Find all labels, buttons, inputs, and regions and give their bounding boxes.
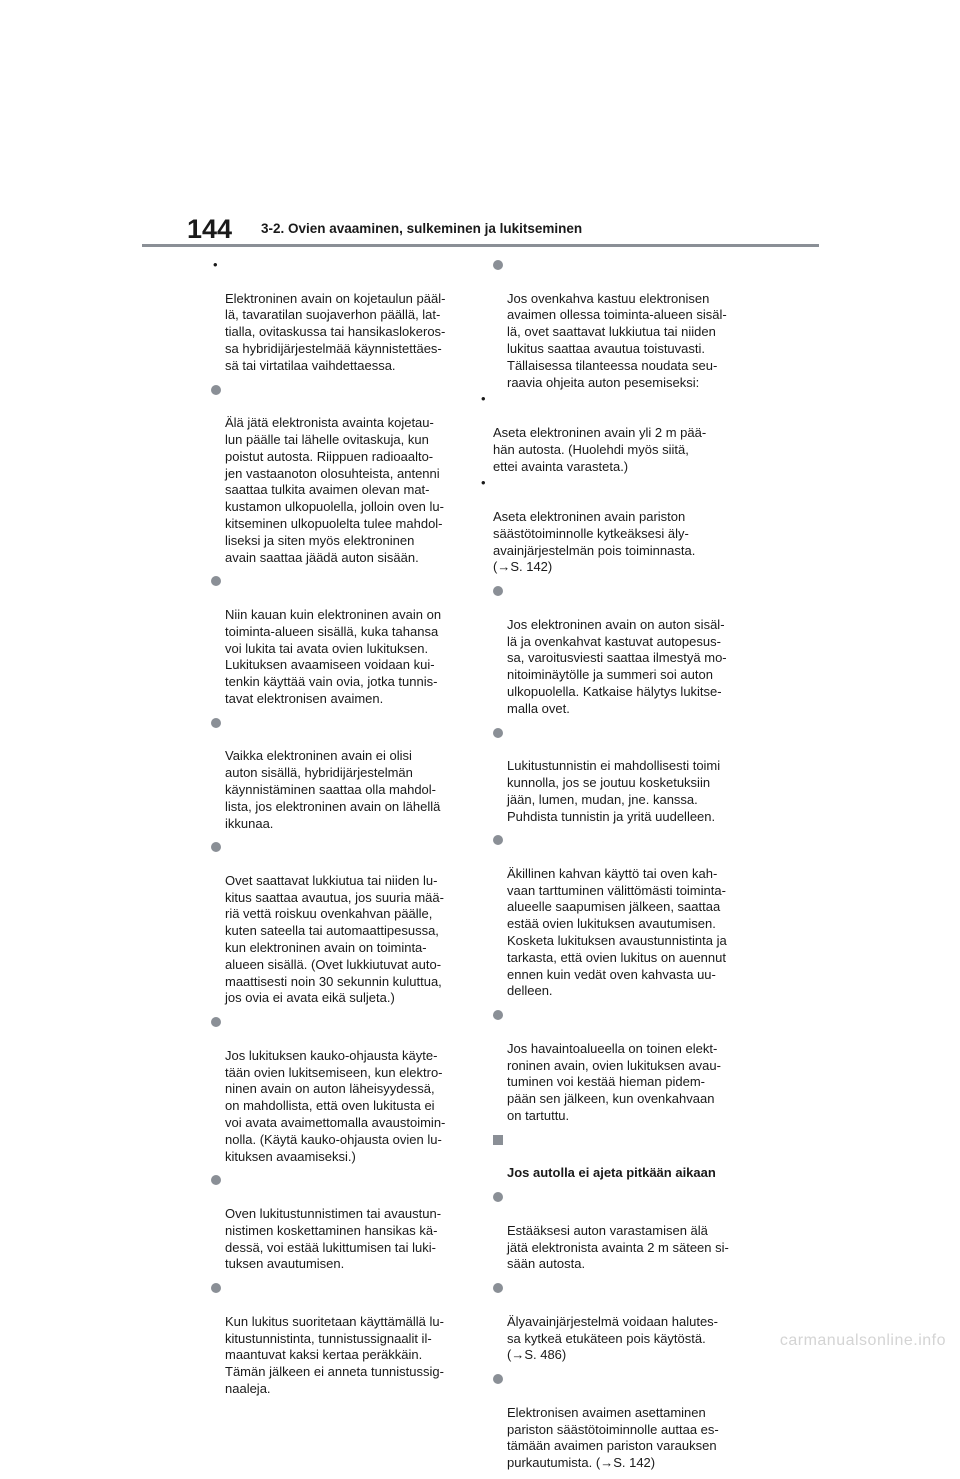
list-item [211, 715, 473, 833]
list-item [493, 832, 755, 1000]
circle-bullet-icon [493, 728, 503, 738]
right-column [481, 257, 755, 1479]
sub-list-item [479, 475, 755, 576]
circle-bullet-icon [493, 1010, 503, 1020]
list-item [493, 257, 755, 391]
item-text: Estääksesi auton varastamisen älä jätä elektronista avainta 2 m säteen si- sään autosta. [507, 1222, 729, 1272]
circle-bullet-icon [493, 835, 503, 845]
list-item [211, 382, 473, 567]
circle-bullet-icon [211, 1283, 221, 1293]
sub-item-text: Aseta elektroninen avain pariston säästötoiminnolle kytkeäksesi äly- avainjärjestelmän pois toiminnasta. (→S. 142) [493, 508, 696, 575]
circle-bullet-icon [493, 1283, 503, 1293]
list-item [211, 1280, 473, 1398]
left-column [211, 257, 473, 1405]
circle-bullet-icon [211, 576, 221, 586]
bullet-point: • [481, 475, 486, 491]
header-rule [142, 244, 819, 247]
item-text: Jos elektroninen avain on auton sisäl- lä ja ovenkahvat kastuvat autopesus- sa, varoitusviesti saattaa ilmestyä mo- nitoiminäytölle ja summeri soi auton ulkopuolella. Katkaise hälytys lukitse- malla ovet. [507, 616, 727, 716]
circle-bullet-icon [493, 260, 503, 270]
bullet-point: • [213, 257, 218, 272]
list-item [493, 725, 755, 826]
circle-bullet-icon [211, 1175, 221, 1185]
list-item [211, 257, 473, 375]
square-bullet-icon [493, 1135, 503, 1145]
item-text: Vaikka elektroninen avain ei olisi auton sisällä, hybridijärjestelmän käynnistäminen saattaa olla mahdol- lista, jos elektroninen avain on lähellä ikkunaa. [225, 748, 441, 831]
circle-bullet-icon [493, 1374, 503, 1384]
circle-bullet-icon [211, 385, 221, 395]
item-text: Jos havaintoalueella on toinen elekt- roninen avain, ovien lukituksen avau- tuminen voi kestää hieman pidem- pään sen jälkeen, kun ovenkahvaan on tartuttu. [507, 1040, 721, 1124]
list-item [493, 1280, 755, 1364]
item-text: Äkillinen kahvan käyttö tai oven kah- vaan tarttuminen välittömästi toiminta- alueelle saapumisen jälkeen, saattaa estää ovien lukituksen avautumisen. Kosketa lukituksen avaustunnistinta ja tarkasta, että ovien lukitus on auennut ennen kuin vedät oven kahvasta uu- delleen. [507, 865, 727, 999]
item-text: Ovet saattavat lukkiutua tai niiden lu- kitus saattaa avautua, jos suuria mää- riä vettä roiskuu ovenkahvan päälle, kuten sateella tai automaattipesussa, kun elektroninen avain on toiminta- alueen sisällä. (Ovet lukkiutuvat auto- maattisesti noin 30 sekunnin kuluttua, jos ovia ei avata eikä suljeta.) [225, 872, 444, 1006]
circle-bullet-icon [493, 586, 503, 596]
watermark: carmanualsonline.info [779, 1332, 946, 1349]
item-text: Jos lukituksen kauko-ohjausta käyte- tään ovien lukitsemiseen, kun elektro- ninen avain on auton läheisyydessä, on mahdollista, että oven lukitusta ei voi avata avaimettomalla avaustoimin- nolla. (Käytä kauko-ohjausta ovien lu- kituksen avaamiseksi.) [225, 1047, 446, 1164]
circle-bullet-icon [493, 1192, 503, 1202]
bullet-point: • [481, 391, 486, 407]
item-text: Älyavainjärjestelmä voidaan halutes- sa kytkeä etukäteen pois käytöstä. (→S. 486) [507, 1313, 719, 1363]
item-text: Älä jätä elektronista avainta kojetau- lun päälle tai lähelle ovitaskuja, kun poistut autosta. Riippuen radioaalto- jen vastaanoton olosuhteista, antenni saattaa tulkita avaimen olevan mat- kustamon ulkopuolella, jolloin oven lu- kitseminen ulkopuolelta tulee mahdol- liseksi ja siten myös elektroninen avain saattaa jäädä auton sisään. [225, 415, 444, 565]
list-item [211, 839, 473, 1007]
intro-bullet-text: Elektroninen avain on kojetaulun pääl- lä, tavaratilan suojaverhon päällä, lat- tialla, ovitaskussa tai hansikaslokeros- sa hybridijärjestelmää käynnistettäes- sä tai virtatilaa vaihdettaessa. [225, 290, 446, 373]
sub-item-text: Aseta elektroninen avain yli 2 m pää- hän autosta. (Huolehdi myös siitä, ettei avainta varasteta.) [493, 424, 707, 474]
item-text: Niin kauan kuin elektroninen avain on toiminta-alueen sisällä, kuka tahansa voi lukita tai avata ovien lukituksen. Lukituksen avaamiseen voidaan kui- tenkin käyttää vain ovia, jotka tunnis- tavat elektronisen avaimen. [225, 606, 442, 706]
list-item [493, 1007, 755, 1125]
list-item [493, 1371, 755, 1472]
heading-text: Jos autolla ei ajeta pitkään aikaan [507, 1165, 716, 1181]
item-text: Lukitustunnistin ei mahdollisesti toimi kunnolla, jos se joutuu kosketuksiin jään, lumen, mudan, jne. kanssa. Puhdista tunnistin ja yritä uudelleen. [507, 758, 721, 824]
page-header [187, 214, 819, 248]
list-item [493, 1189, 755, 1273]
circle-bullet-icon [211, 1017, 221, 1027]
sub-list-item [479, 391, 755, 475]
item-text: Elektronisen avaimen asettaminen pariston säästötoiminnolle auttaa es- tämään avaimen pariston varauksen purkautumista. (→S. 142) [507, 1404, 719, 1471]
circle-bullet-icon [211, 718, 221, 728]
list-item [211, 573, 473, 707]
circle-bullet-icon [211, 842, 221, 852]
item-text: Oven lukitustunnistimen tai avaustun- nistimen koskettaminen hansikas kä- dessä, voi estää lukittumisen tai luki- tuksen avautumisen. [225, 1206, 442, 1272]
page-number: 144 [187, 214, 233, 244]
list-item [493, 583, 755, 717]
section-title: 3-2. Ovien avaaminen, sulkeminen ja lukitseminen [261, 221, 583, 236]
list-item [211, 1014, 473, 1165]
list-item [211, 1172, 473, 1273]
item-text: Jos ovenkahva kastuu elektronisen avaimen ollessa toiminta-alueen sisäl- lä, ovet saattavat lukkiutua tai niiden lukitus saattaa avautua toistuvasti. Tällaisessa tilanteessa noudata seu- raavia ohjeita auton pesemiseksi: [507, 290, 727, 390]
section-heading [493, 1132, 755, 1182]
item-text: Kun lukitus suoritetaan käyttämällä lu- kitustunnistinta, tunnistussignaalit il- maantuvat kaksi kertaa peräkkäin. Tämän jälkeen ei anneta tunnistussig- naaleja. [225, 1313, 444, 1396]
